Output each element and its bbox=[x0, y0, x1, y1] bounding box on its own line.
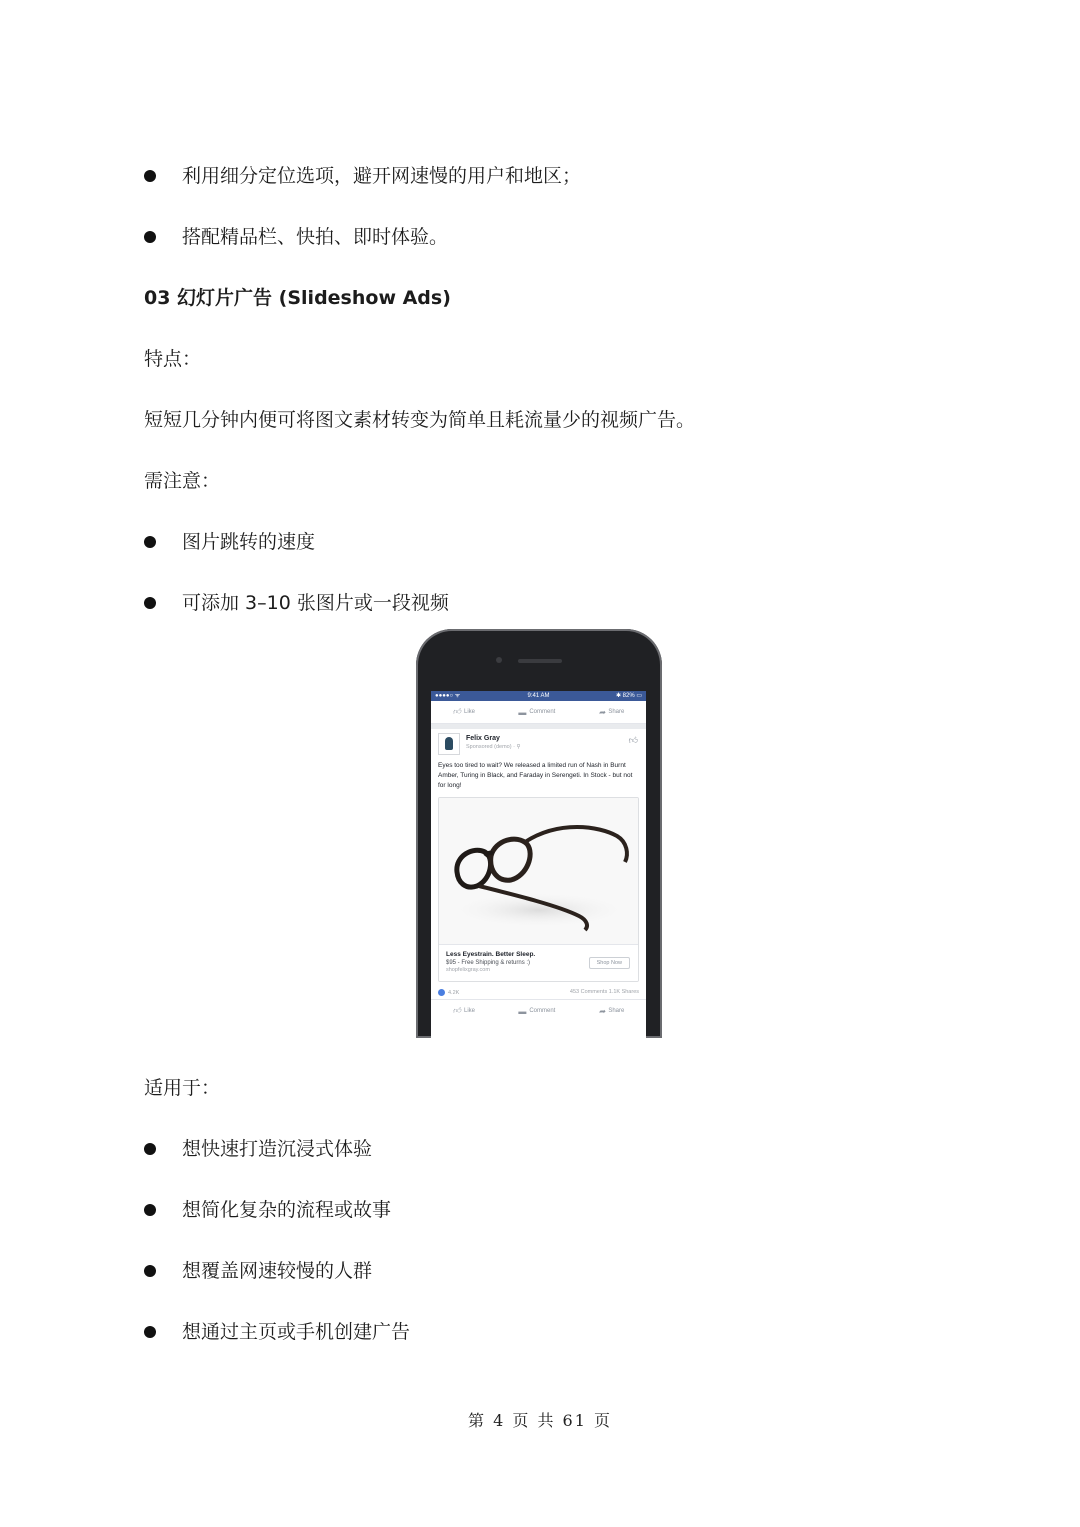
product-image bbox=[439, 798, 638, 944]
comment-icon: ▬ bbox=[518, 1006, 527, 1016]
like-label: Like bbox=[464, 1008, 476, 1014]
notes-label: 需注意： bbox=[144, 470, 221, 492]
bullet-dot bbox=[144, 1265, 156, 1277]
bullet-text: 想快速打造沉浸式体验 bbox=[182, 1138, 373, 1160]
bullet-item bbox=[144, 1258, 372, 1284]
post-text: Eyes too tired to wait? We released a limited run of Nash in Burnt Amber, Turing in Black, and Faraday in Serengeti. In Stock - but not for long! bbox=[438, 762, 633, 789]
bullet-text: 想覆盖网速较慢的人群 bbox=[182, 1260, 373, 1282]
section-heading: 03 幻灯片广告 (Slideshow Ads) bbox=[144, 287, 451, 309]
features-text: 短短几分钟内便可将图文素材转变为简单且耗流量少的视频广告。 bbox=[144, 409, 696, 431]
thumbs-up-icon: 👍︎ bbox=[452, 707, 462, 716]
reactions-label: 4.2K bbox=[448, 989, 460, 996]
like-button[interactable] bbox=[453, 707, 475, 717]
page-footer: 第 4 页 共 61 页 bbox=[468, 1411, 612, 1430]
bullet-item bbox=[144, 590, 449, 616]
share-icon: ➦ bbox=[598, 1006, 606, 1016]
bullet-dot bbox=[144, 231, 156, 243]
page-name[interactable]: Felix Gray bbox=[466, 735, 500, 742]
card-headline: Less Eyestrain. Better Sleep. bbox=[446, 951, 536, 958]
comments-shares-count[interactable]: 453 Comments 1.1K Shares bbox=[569, 989, 639, 995]
bullet-item bbox=[144, 1136, 372, 1162]
phone-mockup bbox=[416, 629, 662, 1038]
phone-speaker bbox=[518, 659, 562, 663]
bullet-dot bbox=[144, 1204, 156, 1216]
thumbs-up-icon: 👍︎ bbox=[452, 1006, 462, 1015]
battery-indicator: ✱ 82% ▭ bbox=[615, 693, 642, 699]
comment-label: Comment bbox=[529, 1008, 556, 1014]
bullet-dot bbox=[144, 597, 156, 609]
share-button[interactable] bbox=[599, 708, 625, 717]
card-info bbox=[439, 944, 638, 981]
page-avatar[interactable] bbox=[438, 733, 460, 755]
bullet-item bbox=[144, 224, 448, 250]
bullet-dot bbox=[144, 1326, 156, 1338]
bullet-dot bbox=[144, 536, 156, 548]
sponsored-label: Sponsored (demo) · ⚲ bbox=[466, 744, 521, 750]
status-bar bbox=[431, 691, 646, 701]
bullet-text: 图片跳转的速度 bbox=[182, 531, 316, 553]
phone-screen bbox=[431, 691, 646, 1038]
features-label: 特点： bbox=[144, 348, 202, 370]
phone-camera bbox=[496, 657, 502, 663]
like-page-icon[interactable]: 👍︎ bbox=[628, 735, 638, 745]
comment-label: Comment bbox=[529, 709, 556, 715]
like-label: Like bbox=[464, 709, 476, 715]
share-label: Share bbox=[608, 1008, 625, 1014]
card-description: $95 - Free Shipping & returns :) bbox=[446, 960, 531, 966]
bullet-item bbox=[144, 163, 581, 189]
post-header bbox=[438, 733, 639, 759]
signal-indicator: ●●●●○ ᯤ bbox=[435, 693, 461, 699]
comment-button[interactable] bbox=[518, 1007, 555, 1016]
bullet-text: 搭配精品栏、快拍、即时体验。 bbox=[182, 226, 449, 248]
ad-post bbox=[431, 729, 646, 1022]
bullet-dot bbox=[144, 1143, 156, 1155]
bottom-action-bar bbox=[431, 999, 646, 1022]
card-domain: shopfelixgray.com bbox=[446, 967, 490, 973]
like-badge-icon bbox=[438, 989, 445, 996]
like-button[interactable] bbox=[453, 1006, 475, 1016]
bullet-item bbox=[144, 529, 315, 555]
bullet-item bbox=[144, 1319, 410, 1345]
post-stats bbox=[438, 985, 639, 999]
share-icon: ➦ bbox=[598, 707, 606, 717]
bullet-item bbox=[144, 1197, 391, 1223]
shop-now-button[interactable]: Shop Now bbox=[589, 957, 630, 969]
bullet-text: 想简化复杂的流程或故事 bbox=[182, 1199, 392, 1221]
bullet-text: 想通过主页或手机创建广告 bbox=[182, 1321, 411, 1343]
share-button[interactable] bbox=[599, 1007, 625, 1016]
link-card[interactable] bbox=[438, 797, 639, 982]
eyeglasses-image bbox=[439, 798, 638, 944]
status-time: 9:41 AM bbox=[527, 693, 550, 699]
comment-button[interactable] bbox=[518, 708, 555, 717]
bullet-dot bbox=[144, 170, 156, 182]
reactions-count[interactable] bbox=[438, 989, 459, 996]
top-action-bar bbox=[431, 701, 646, 724]
comment-icon: ▬ bbox=[518, 707, 527, 717]
bullet-text: 利用细分定位选项，避开网速慢的用户和地区； bbox=[182, 165, 582, 187]
applicable-label: 适用于： bbox=[144, 1077, 221, 1099]
owl-logo-icon bbox=[445, 737, 453, 750]
bullet-text: 可添加 3–10 张图片或一段视频 bbox=[182, 592, 449, 614]
share-label: Share bbox=[608, 709, 625, 715]
